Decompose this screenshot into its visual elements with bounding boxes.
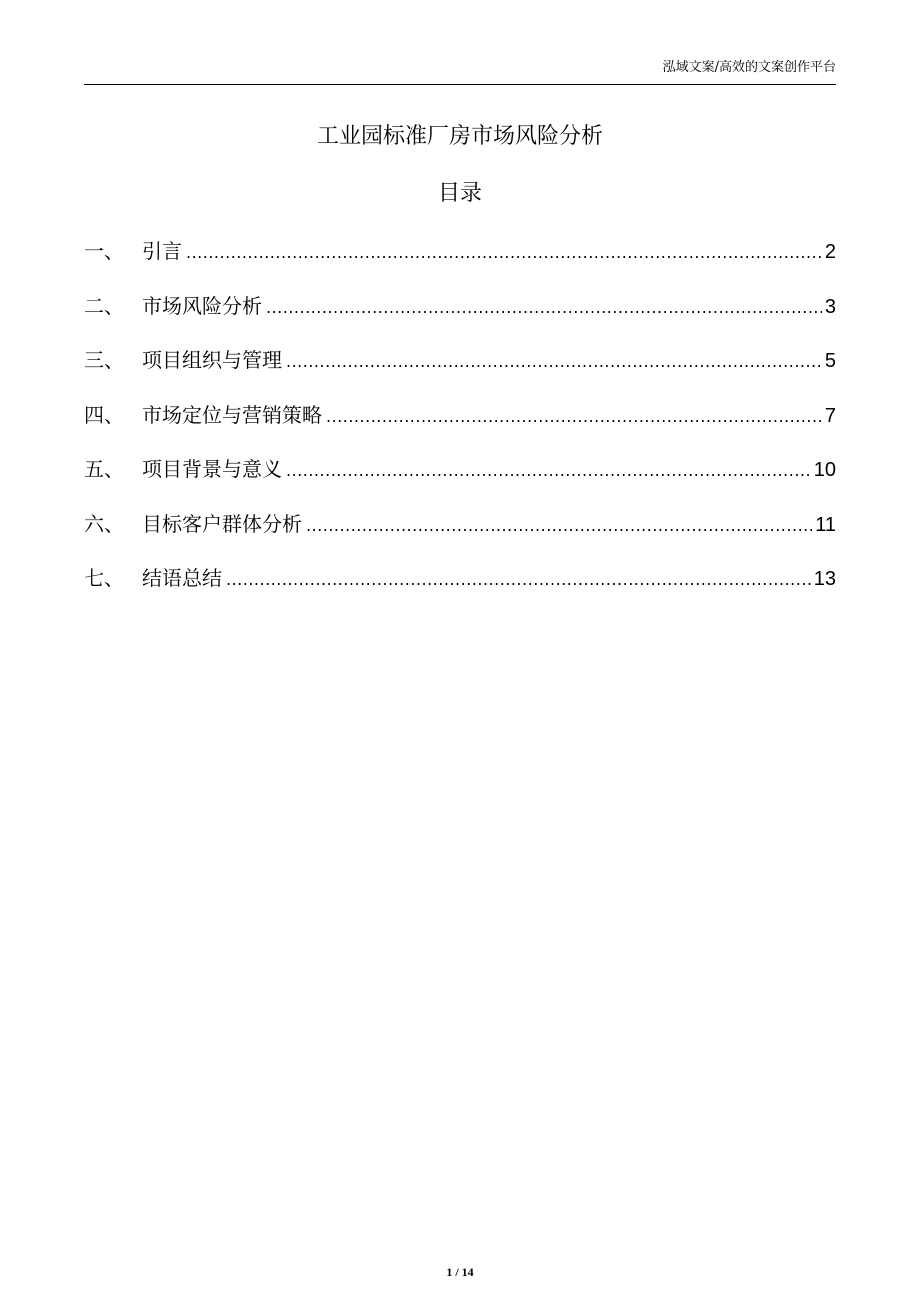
toc-entry-2[interactable] bbox=[84, 290, 836, 345]
toc-entry-page: 11 bbox=[815, 513, 836, 536]
toc-entry-page: 10 bbox=[813, 459, 836, 481]
toc-dot-leader bbox=[186, 237, 822, 269]
toc-entry-page: 2 bbox=[824, 241, 836, 263]
toc-entry-label: 引言 bbox=[142, 239, 182, 263]
toc-entry-7[interactable] bbox=[84, 562, 836, 617]
toc-entry-3[interactable] bbox=[84, 344, 836, 399]
page-number-indicator: 1 / 14 bbox=[446, 1265, 474, 1279]
toc-dot-leader bbox=[306, 510, 812, 542]
toc-entry-5[interactable] bbox=[84, 453, 836, 508]
toc-entry-number: 七、 bbox=[84, 566, 124, 590]
toc-entry-page: 5 bbox=[824, 350, 836, 372]
toc-entry-number: 五、 bbox=[84, 457, 124, 481]
toc-entry-label: 目标客户群体分析 bbox=[142, 511, 302, 536]
toc-dot-leader bbox=[226, 564, 811, 596]
toc-entry-label: 市场定位与营销策略 bbox=[142, 402, 322, 427]
toc-entry-number: 二、 bbox=[84, 293, 124, 318]
toc-entry-label: 市场风险分析 bbox=[142, 293, 262, 318]
toc-entry-number: 四、 bbox=[84, 402, 124, 427]
toc-entry-1[interactable] bbox=[84, 235, 836, 290]
toc-entry-number: 一、 bbox=[84, 239, 124, 263]
document-title: 工业园标准厂房市场风险分析 bbox=[316, 124, 603, 149]
page-header-text: 泓域文案/高效的文案创作平台 bbox=[662, 60, 836, 75]
toc-entry-page: 3 bbox=[824, 295, 836, 318]
toc-entry-page: 7 bbox=[824, 404, 836, 427]
toc-entry-6[interactable] bbox=[84, 508, 836, 563]
toc-entry-page: 13 bbox=[813, 568, 836, 590]
toc-entry-label: 结语总结 bbox=[142, 566, 222, 590]
table-of-contents bbox=[84, 235, 836, 617]
toc-entry-number: 三、 bbox=[84, 348, 124, 372]
toc-entry-label: 项目背景与意义 bbox=[142, 457, 282, 481]
toc-dot-leader bbox=[326, 401, 822, 433]
toc-entry-number: 六、 bbox=[84, 511, 124, 536]
toc-entry-4[interactable] bbox=[84, 399, 836, 454]
toc-entry-label: 项目组织与管理 bbox=[142, 348, 282, 372]
toc-heading: 目录 bbox=[437, 181, 482, 206]
toc-dot-leader bbox=[286, 346, 822, 378]
header-divider bbox=[84, 84, 836, 85]
toc-dot-leader bbox=[286, 455, 811, 487]
toc-dot-leader bbox=[266, 292, 822, 324]
